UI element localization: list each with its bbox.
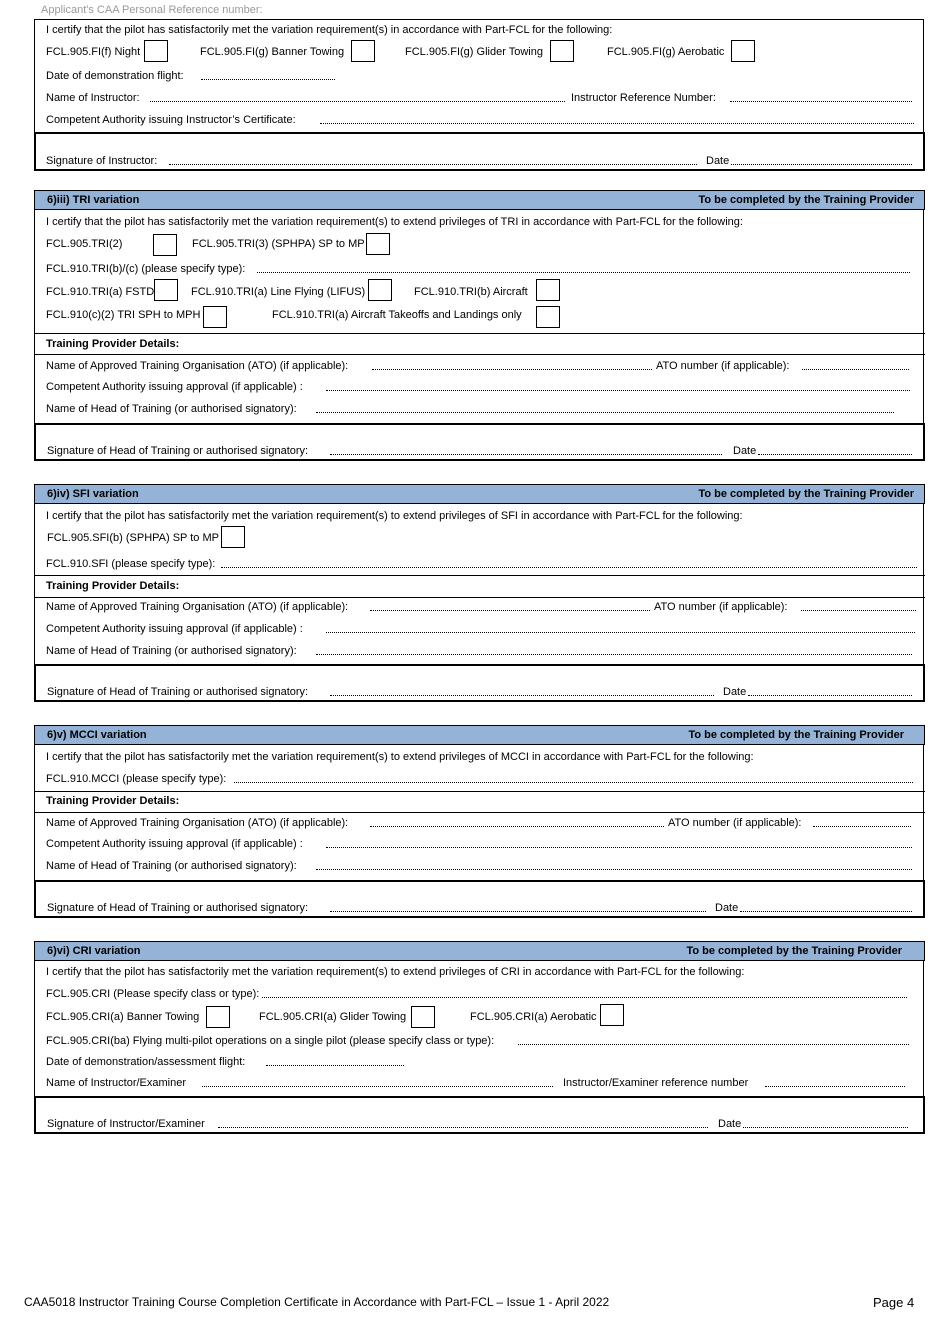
fi-glider-label: FCL.905.FI(g) Glider Towing [405,46,543,58]
fi-date-demo-field[interactable] [201,79,335,80]
mcci-certify-text: I certify that the pilot has satisfactorily met the variation requirement(s) to extend privileges of MCCI in accordance with Part-FCL for the following: [46,751,754,763]
sfi-date-field[interactable] [748,695,912,696]
fi-authority-label: Competent Authority issuing Instructor’s Certificate: [46,114,296,126]
cri-section-title: 6)vi) CRI variation [47,945,141,957]
tri-ato-name-field[interactable] [372,369,652,370]
tri-authority-label: Competent Authority issuing approval (if applicable) : [46,381,303,393]
mcci-ato-name-field[interactable] [370,826,664,827]
tri-tri2-label: FCL.905.TRI(2) [46,238,123,250]
tri-specify-field[interactable] [257,272,910,273]
mcci-signature-field[interactable] [330,911,706,912]
tri-date-field[interactable] [758,454,912,455]
sfi-details-heading: Training Provider Details: [46,580,180,592]
sfi-sphpa-checkbox[interactable] [221,526,245,548]
tri-ato-number-label: ATO number (if applicable): [656,360,790,372]
cri-aerobatic-label: FCL.905.CRI(a) Aerobatic [470,1011,597,1023]
mcci-head-label: Name of Head of Training (or authorised signatory): [46,860,297,872]
tri-takeoffs-label: FCL.910.TRI(a) Aircraft Takeoffs and Landings only [272,309,522,321]
cri-multipilot-field[interactable] [518,1044,909,1045]
tri-fstd-label: FCL.910.TRI(a) FSTD [46,286,155,298]
tri-lifus-label: FCL.910.TRI(a) Line Flying (LIFUS) [191,286,366,298]
sfi-section-title: 6)iv) SFI variation [47,488,139,500]
tri-takeoffs-checkbox[interactable] [536,306,560,328]
cri-multipilot-label: FCL.905.CRI(ba) Flying multi-pilot operations on a single pilot (please specify class or type): [46,1035,495,1047]
tri-fstd-checkbox[interactable] [154,279,178,301]
fi-instructor-name-field[interactable] [150,101,565,102]
cri-glider-label: FCL.905.CRI(a) Glider Towing [259,1011,407,1023]
mcci-divider [34,791,925,792]
sfi-sphpa-label: FCL.905.SFI(b) (SPHPA) SP to MP [47,532,219,544]
tri-sph-label: FCL.910(c)(2) TRI SPH to MPH [46,309,201,321]
sfi-ato-name-label: Name of Approved Training Organisation (ATO) (if applicable): [46,601,349,613]
fi-instructor-name-label: Name of Instructor: [46,92,140,104]
fi-banner-checkbox[interactable] [351,40,375,62]
mcci-authority-label: Competent Authority issuing approval (if applicable) : [46,838,303,850]
mcci-ato-number-field[interactable] [813,826,911,827]
tri-signature-label: Signature of Head of Training or authorised signatory: [47,445,309,457]
cri-aerobatic-checkbox[interactable] [600,1004,624,1026]
sfi-details-divider [34,597,925,598]
sfi-authority-label: Competent Authority issuing approval (if applicable) : [46,623,303,635]
tri-head-label: Name of Head of Training (or authorised signatory): [46,403,297,415]
cri-instructor-ref-field[interactable] [765,1086,905,1087]
tri-lifus-checkbox[interactable] [368,279,392,301]
tri-head-field[interactable] [316,412,894,413]
cri-instructor-name-label: Name of Instructor/Examiner [46,1077,186,1089]
cri-banner-checkbox[interactable] [206,1006,230,1028]
tri-tri2-checkbox[interactable] [153,234,177,256]
sfi-signature-label: Signature of Head of Training or authorised signatory: [47,686,309,698]
fi-night-checkbox[interactable] [144,40,168,62]
tri-aircraft-checkbox[interactable] [536,279,560,301]
sfi-head-label: Name of Head of Training (or authorised signatory): [46,645,297,657]
tri-specify-label: FCL.910.TRI(b)/(c) (please specify type): [46,263,246,275]
mcci-details-divider [34,812,925,813]
cri-date-label: Date [718,1118,742,1130]
cri-instructor-ref-label: Instructor/Examiner reference number [563,1077,749,1089]
tri-divider [34,333,925,334]
cri-section-header [34,941,925,961]
sfi-ato-number-field[interactable] [801,610,916,611]
fi-signature-field[interactable] [169,164,697,165]
sfi-signature-field[interactable] [330,695,714,696]
sfi-specify-field[interactable] [221,567,917,568]
footer-page-number: Page 4 [873,1295,915,1310]
mcci-details-heading: Training Provider Details: [46,795,180,807]
reference-number-label: Applicant's CAA Personal Reference number: [41,4,263,16]
sfi-certify-text: I certify that the pilot has satisfactorily met the variation requirement(s) to extend privileges of SFI in accordance with Part-FCL for the following: [46,510,743,522]
tri-tri3-label: FCL.905.TRI(3) (SPHPA) SP to MP [192,238,365,250]
mcci-specify-field[interactable] [234,782,913,783]
mcci-date-label: Date [715,902,739,914]
fi-aerobatic-checkbox[interactable] [731,40,755,62]
tri-section-title: 6)iii) TRI variation [47,194,140,206]
sfi-date-label: Date [723,686,747,698]
tri-ato-number-field[interactable] [802,369,909,370]
mcci-signature-label: Signature of Head of Training or authorised signatory: [47,902,309,914]
sfi-ato-name-field[interactable] [370,610,650,611]
tri-ato-name-label: Name of Approved Training Organisation (ATO) (if applicable): [46,360,349,372]
fi-authority-field[interactable] [320,123,914,124]
fi-date-demo-label: Date of demonstration flight: [46,70,184,82]
cri-certify-text: I certify that the pilot has satisfactorily met the variation requirement(s) to extend privileges of CRI in accordance with Part-FCL for the following: [46,966,745,978]
tri-signature-field[interactable] [330,454,722,455]
mcci-ato-name-label: Name of Approved Training Organisation (ATO) (if applicable): [46,817,349,829]
sfi-head-field[interactable] [316,654,912,655]
cri-signature-label: Signature of Instructor/Examiner [47,1118,205,1130]
sfi-authority-field[interactable] [326,632,915,633]
cri-date-field[interactable] [743,1127,908,1128]
sfi-section-header [34,484,925,504]
cri-specify-label: FCL.905.CRI (Please specify class or type): [46,988,260,1000]
cri-specify-field[interactable] [262,997,907,998]
cri-glider-checkbox[interactable] [411,1006,435,1028]
tri-section-header [34,190,925,210]
tri-sph-checkbox[interactable] [203,306,227,328]
sfi-specify-label: FCL.910.SFI (please specify type): [46,558,216,570]
tri-aircraft-label: FCL.910.TRI(b) Aircraft [414,286,528,298]
tri-certify-text: I certify that the pilot has satisfactorily met the variation requirement(s) to extend privileges of TRI in accordance with Part-FCL for the following: [46,216,743,228]
tri-authority-field[interactable] [326,390,910,391]
tri-tri3-checkbox[interactable] [366,233,390,255]
cri-date-demo-field[interactable] [266,1065,404,1066]
fi-date-field[interactable] [731,164,912,165]
mcci-section-header [34,725,925,745]
mcci-date-field[interactable] [740,911,912,912]
mcci-provider-note: To be completed by the Training Provider [688,729,904,741]
fi-glider-checkbox[interactable] [550,40,574,62]
tri-details-heading: Training Provider Details: [46,338,180,350]
cri-signature-field[interactable] [218,1127,708,1128]
mcci-specify-label: FCL.910.MCCI (please specify type): [46,773,227,785]
sfi-provider-note: To be completed by the Training Provider [698,488,914,500]
fi-night-label: FCL.905.FI(f) Night [46,46,141,58]
footer-doc-title: CAA5018 Instructor Training Course Completion Certificate in Accordance with Part-FCL – Issue 1 - April 2022 [24,1295,610,1309]
tri-provider-note: To be completed by the Training Provider [698,194,914,206]
mcci-head-field[interactable] [316,869,912,870]
tri-date-label: Date [733,445,757,457]
sfi-divider [34,575,925,576]
fi-instructor-ref-field[interactable] [730,101,912,102]
fi-instructor-ref-label: Instructor Reference Number: [571,92,716,104]
fi-signature-box [34,132,925,171]
fi-aerobatic-label: FCL.905.FI(g) Aerobatic [607,46,725,58]
mcci-ato-number-label: ATO number (if applicable): [668,817,802,829]
fi-signature-label: Signature of Instructor: [46,155,158,167]
tri-details-divider [34,354,925,355]
sfi-ato-number-label: ATO number (if applicable): [654,601,788,613]
fi-date-label: Date [706,155,730,167]
mcci-authority-field[interactable] [326,847,912,848]
fi-banner-label: FCL.905.FI(g) Banner Towing [200,46,345,58]
fi-certify-text: I certify that the pilot has satisfactorily met the variation requirement(s) in accordance with Part-FCL for the following: [46,24,613,36]
cri-provider-note: To be completed by the Training Provider [686,945,902,957]
cri-date-demo-label: Date of demonstration/assessment flight: [46,1056,246,1068]
mcci-section-title: 6)v) MCCI variation [47,729,147,741]
cri-banner-label: FCL.905.CRI(a) Banner Towing [46,1011,200,1023]
cri-instructor-name-field[interactable] [202,1086,553,1087]
